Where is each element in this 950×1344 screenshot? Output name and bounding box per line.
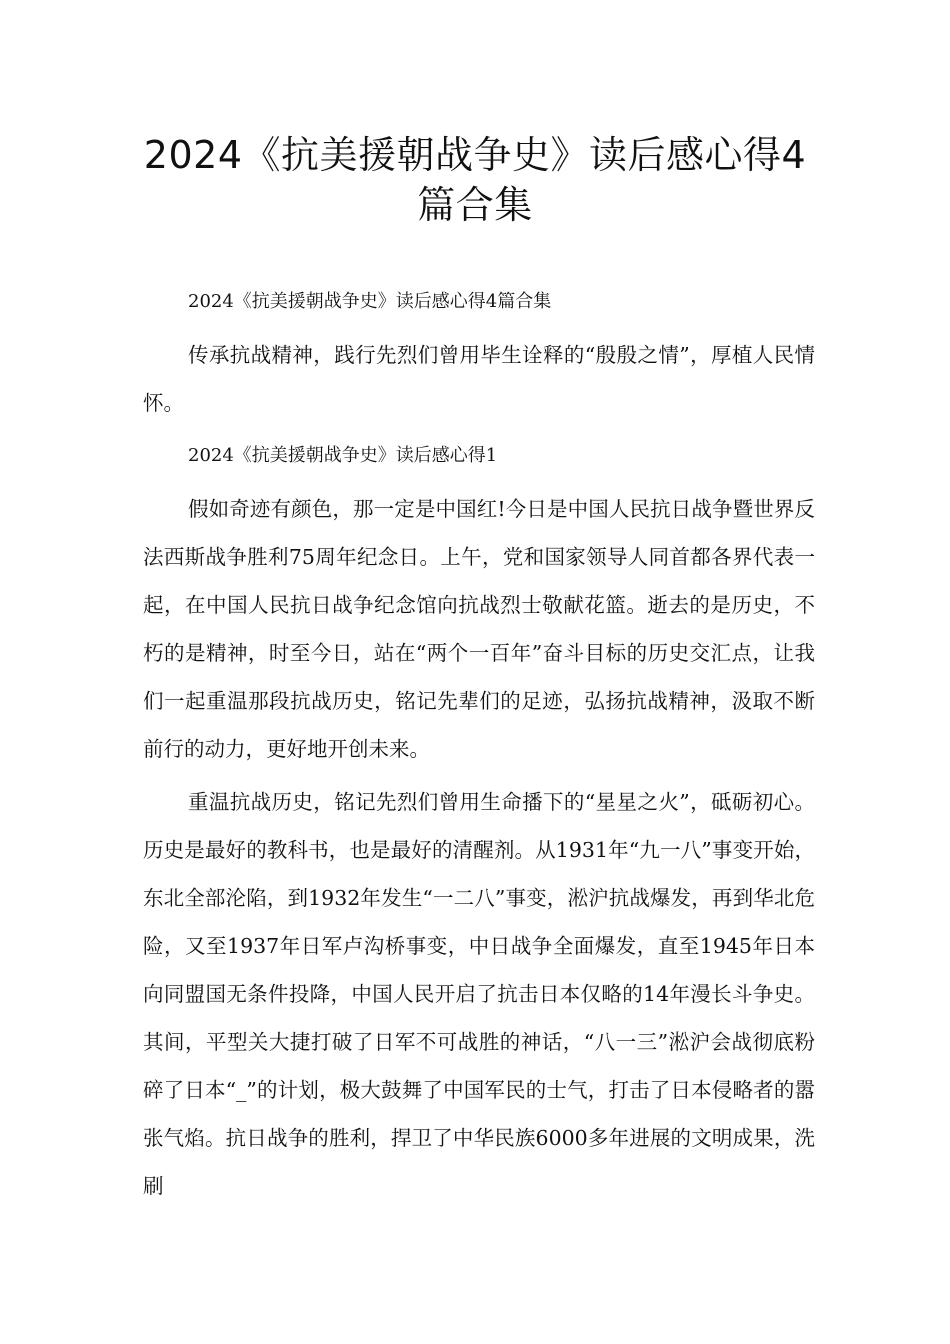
paragraph-section-heading: 2024《抗美援朝战争史》读后感心得1 <box>188 445 498 466</box>
document-title-line-2: 篇合集 <box>417 183 533 227</box>
paragraph-intro: 传承抗战精神，践行先烈们曾用毕生诠释的“殷殷之情”，厚植人民情怀。 <box>143 343 815 415</box>
paragraph-body-2: 重温抗战历史，铭记先烈们曾用生命播下的“星星之火”，砥砺初心。历史是最好的教科书，也是最好的清醒剂。从1931年“九一八”事变开始，东北全部沦陷，到1932年发生“一二八”事变，淞沪抗战爆发，再到华北危险，又至1937年日军卢沟桥事变，中日战争全面爆发，直至1945年日本向同盟国无条件投降，中国人民开启了抗击日本仅略的14年漫长斗争史。其间，平型关大捷打破了日军不可战胜的神话，“八一三”淞沪会战彻底粉碎了日本“_”的计划，极大鼓舞了中国军民的士气，打击了日本侵略者的嚣张气焰。抗日战争的胜利，捍卫了中华民族6000多年进展的文明成果，洗刷 <box>143 790 815 1198</box>
paragraph-body-1: 假如奇迹有颜色，那一定是中国红!今日是中国人民抗日战争暨世界反法西斯战争胜利75周年纪念日。上午，党和国家领导人同首都各界代表一起，在中国人民抗日战争纪念馆向抗战烈士敬献花篮。逝去的是历史，不朽的是精神，时至今日，站在“两个一百年”奋斗目标的历史交汇点，让我们一起重温那段抗战历史，铭记先辈们的足迹，弘扬抗战精神，汲取不断前行的动力，更好地开创未来。 <box>143 497 815 761</box>
document-title-line-1: 2024《抗美援朝战争史》读后感心得4 <box>143 133 807 177</box>
paragraph-subtitle: 2024《抗美援朝战争史》读后感心得4篇合集 <box>188 291 552 312</box>
document-body <box>143 278 815 1215</box>
